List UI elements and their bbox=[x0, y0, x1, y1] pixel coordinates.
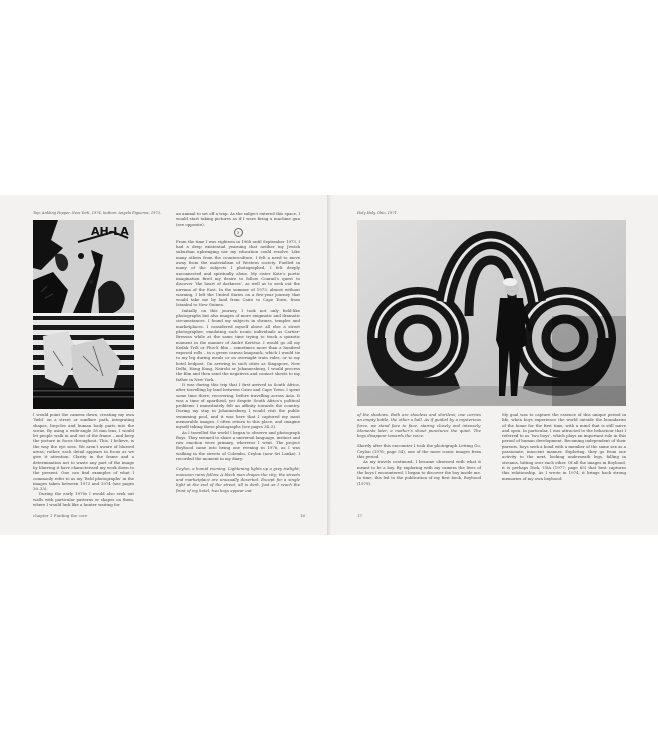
left-folio: chapter 1 Finding the core bbox=[33, 513, 88, 518]
loop-mural-photo bbox=[357, 220, 626, 406]
left-page-number: 16 bbox=[300, 513, 306, 518]
left-col2-intro: an animal to set off a trap. As the subject entered this space, I would start taking pictures as if I were firing a machine gun (see opposite). bbox=[176, 211, 300, 227]
right-top-caption: Holy Holy, Ohio, 1971. bbox=[357, 211, 399, 215]
section-marker: 3 bbox=[234, 228, 243, 237]
left-top-caption: Top: Ankling Pepper, New York, 1974, bottom: Angela Figueroa, 1973. bbox=[33, 211, 162, 215]
graffiti-photo bbox=[33, 220, 134, 313]
left-col1-paragraph-2: During the early 1970s I would also seek out walls with particular patterns or shapes on them, where I would lurk like a hunter waiting for bbox=[33, 491, 134, 508]
left-col2-paragraph-2: Initially on this journey, I took not only field-like photographs but also images of more enigmatic and dramatic circumstances. I found my subjects in shrines, temples and marketplaces. I considered myself above all else a street photographer, emulating such iconic individuals as Cartier-Bresson while at the same time trying to track a quixotic moment in the manner of André Kertész. I would go all my Kodak TriX or Plus-X film – sometimes more than a hundred exposed rolls – in a green canvas knapsack, which I would tie to my leg during meals or on overnight train rides, or to my hotel bedpost. On arriving in such cities as Singapore, New Delhi, Hong Kong, Nairobi or Johannesburg, I would process the film and then send the negatives and contact sheets to my father in New York. bbox=[176, 307, 300, 382]
right-col2-paragraph: My goal was to capture the essence of this unique period in life, when boys experience the world outside the boundaries of the home for the first time, with a mind that is still naive and open. In particular, I was attracted to the behaviour that I referred to as ‘two boys’, which plays an important role in this period of human development. Becoming independent of their parents, boys seek a bond with a member of the same sex as a passionate, innocent manner. Exploring, they go from one activity to the next, looking underneath legs, falling in streams, hitting over each other. Of all the images in Boyhood, it is perhaps Dick, USA (1977; page 65) that best captures this relationship. As I wrote in 1974, it brings back strong memories of my own boyhood: bbox=[502, 412, 626, 481]
left-col2-paragraph-4: As I travelled the world I began to observe and photograph Boys. They seemed to share a universal language, instinct and raw emotion were primary, wherever I went. The project Boyhood came into being one evening in 1976, as I was walking in the streets of Colombo, Ceylon (now Sri Lanka). I recorded the moment in my diary: bbox=[176, 429, 300, 462]
book-gutter bbox=[327, 195, 331, 535]
left-page-column-2 bbox=[176, 211, 300, 498]
torn-poster-art bbox=[33, 316, 134, 409]
right-col1-quote-end: of the shadows. Both are shoeless and shirtless; one carries an empty bottle, the other a ball. As if guided by a mysterious force, we stand face to face, staring closely and intensely. Moments later, a mother’s shout punctures the quiet. The boys disappear towards the voice. bbox=[357, 412, 481, 439]
right-page-column-1 bbox=[357, 412, 481, 486]
left-page-column-1 bbox=[33, 412, 134, 507]
loop-mural-art bbox=[357, 220, 626, 406]
right-page-column-2 bbox=[502, 412, 626, 481]
right-page-number: 17 bbox=[357, 513, 363, 518]
graffiti-text: AH-LA bbox=[91, 225, 129, 238]
left-col2-paragraph-1: From the time I was eighteen in 1968 until September 1973, I had a deep existential yearning that neither my Jewish suburban upbringing nor my education could resolve. Like many others from the counterculture, I felt a need to move away from the materialism of Western society. Fuelled in many of the subjects I photographed, I felt deeply unconnected and spiritually alone. My sister Kate’s poetic imagination fired my desire to follow Conrad’s quest to discover ‘the heart of darkness’, as well as to seek out the nirvana of the East. In the summer of 1973, almost without warning, I left the United States on a five-year journey that would take me by land from Cairo to Cape Town, from Istanbul to New Guinea. bbox=[176, 238, 300, 308]
left-col2-paragraph-3: It was during this trip that I first arrived in South Africa, after travelling by land between Cairo and Cape Town. I spent some time there, recovering, before travelling across Asia. It was a time of apartheid, yet despite South Africa’s political problems I immediately felt an affinity towards the country. During my stay in Johannesburg I would visit the public swimming pool, and it was here that I captured my most memorable images. I often return to this place, and imagine myself taking these photographs (see pages 34–5). bbox=[176, 381, 300, 430]
left-col2-diary-quote: Ceylon, a humid evening. Lightening lights up a grey twilight; monsoon rains follow. A black man drapes the city; the streets and marketplace are unusually deserted. Except for a single light at the end of the street, all is dark. Just as I reach the front of my hotel, two boys appear out bbox=[176, 466, 300, 493]
graffiti-photo-art bbox=[33, 220, 134, 313]
right-col1-paragraph-2: As my travels continued, I became obsessed with what it meant to be a boy. By exploring with my camera the lives of the boys I encountered, I began to discover the boy inside me. In time, this led to the publication of my first book, Boyhood (1979). bbox=[357, 459, 481, 486]
right-col1-paragraph-1: Shortly after this encounter I took the photograph Letting Go, Ceylon (1976; page 54), one of the more iconic images from this period. bbox=[357, 443, 481, 460]
torn-poster-photo bbox=[33, 316, 134, 409]
left-col1-paragraph: I would point the camera down, creating my own ‘field’ on a street or sunflare path, integrating shapes, bicycles and human body parts into the scene. By using a wide-angle 28 mm lens, I would let people walk in and out of the frame – and keep the picture in focus throughout. This, I believe, is the way the eye sees. We aren’t aware of blurred areas; rather, each detail appears in focus as we give it attention. Clarity in the frame and a determination not to waste any part of the image by blurring it have characterised my work down to the present. One can find examples of what I commonly refer to as my ‘field photographs’ in the images taken between 1973 and 1974 (see pages 30–33). bbox=[33, 412, 134, 492]
